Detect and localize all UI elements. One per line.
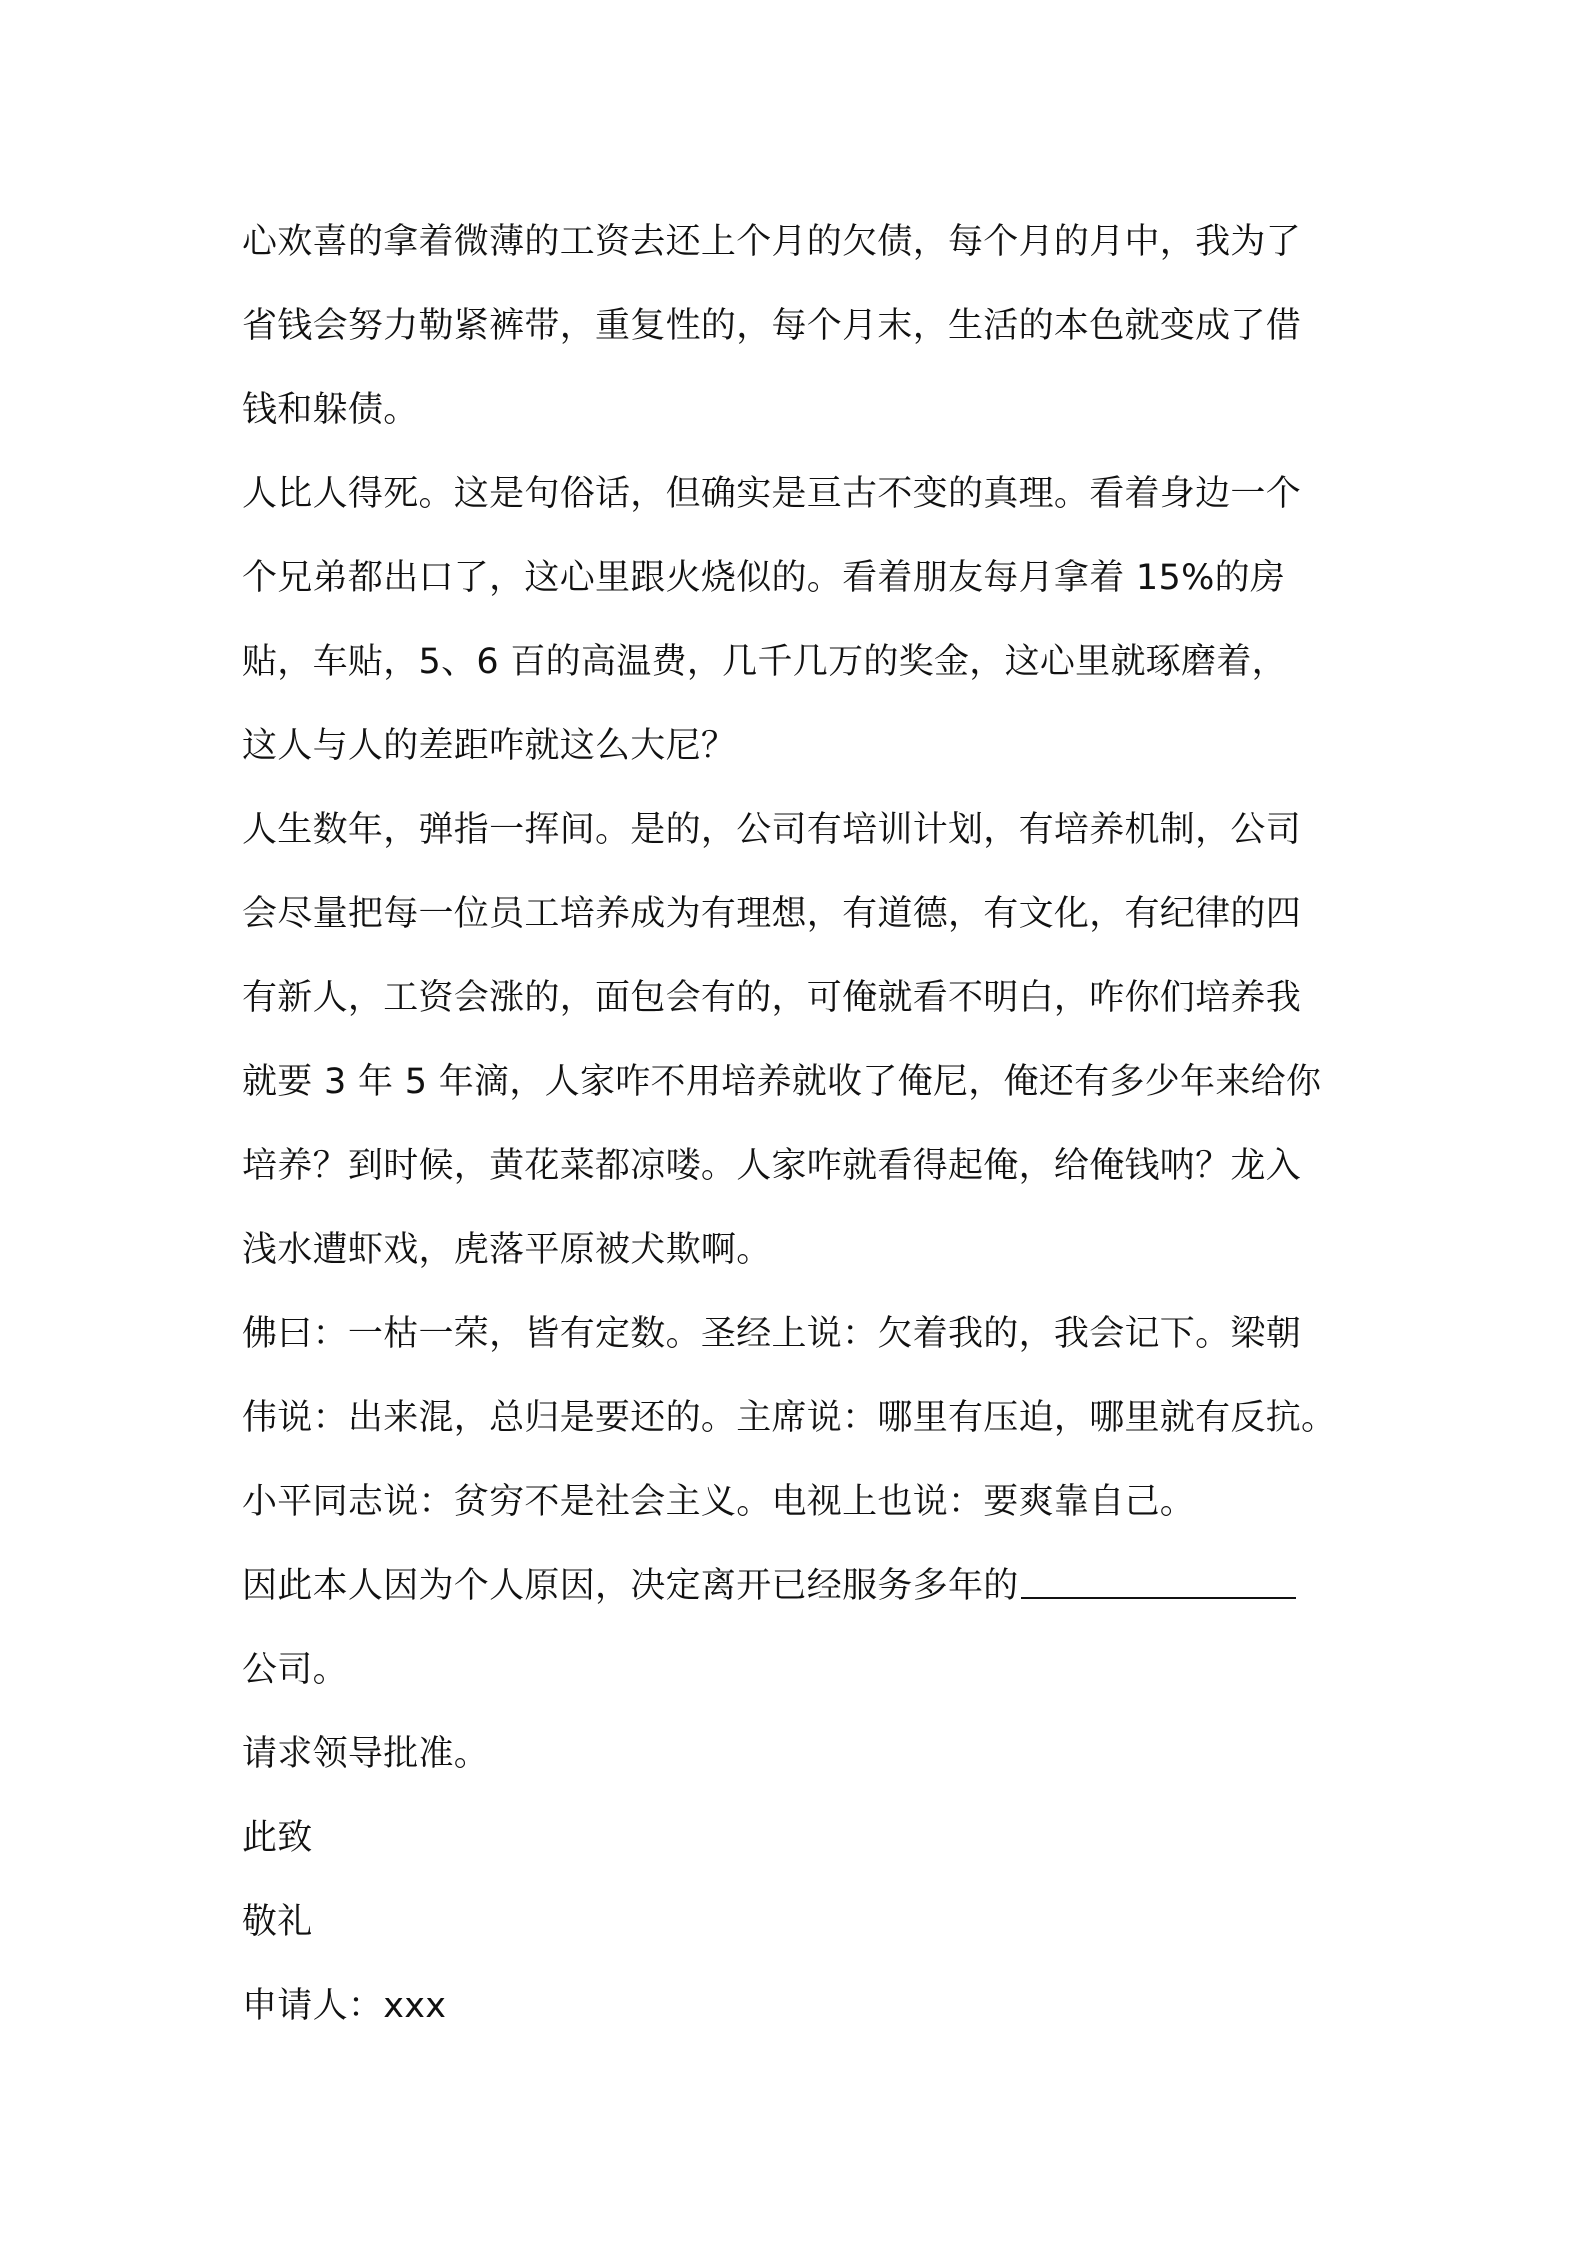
signature-block xyxy=(242,1964,1362,2048)
request-text: 请求领导批准。 xyxy=(242,1734,490,1774)
paragraph-training xyxy=(242,788,1362,1292)
applicant-signature: 申请人：xxx xyxy=(242,1986,447,2026)
text-line: 伟说：出来混，总归是要还的。主席说：哪里有压迫，哪里就有反抗。 xyxy=(242,1398,1337,1438)
text-line: 培养？到时候，黄花菜都凉喽。人家咋就看得起俺，给俺钱呐？龙入 xyxy=(242,1146,1302,1186)
text-line: 就要 3 年 5 年滴，人家咋不用培养就收了俺尼，俺还有多少年来给你 xyxy=(242,1062,1322,1102)
text-line: 心欢喜的拿着微薄的工资去还上个月的欠债，每个月的月中，我为了 xyxy=(242,222,1302,262)
text-line: 公司。 xyxy=(242,1650,348,1690)
text-line: 会尽量把每一位员工培养成为有理想，有道德，有文化，有纪律的四 xyxy=(242,894,1302,934)
text-line: 个兄弟都出口了，这心里跟火烧似的。看着朋友每月拿着 15%的房 xyxy=(242,558,1286,598)
company-name-blank xyxy=(1021,1567,1296,1599)
decision-line xyxy=(242,1544,1362,1628)
decision-text: 因此本人因为个人原因，决定离开已经服务多年的 xyxy=(242,1566,1019,1606)
paragraph-debt xyxy=(242,200,1362,452)
text-line: 浅水遭虾戏，虎落平原被犬欺啊。 xyxy=(242,1230,772,1270)
text-line: 有新人，工资会涨的，面包会有的，可俺就看不明白，咋你们培养我 xyxy=(242,978,1302,1018)
text-line: 佛曰：一枯一荣，皆有定数。圣经上说：欠着我的，我会记下。梁朝 xyxy=(242,1314,1302,1354)
paragraph-comparison xyxy=(242,452,1362,788)
text-line: 人比人得死。这是句俗话，但确实是亘古不变的真理。看着身边一个 xyxy=(242,474,1302,514)
text-line: 省钱会努力勒紧裤带，重复性的，每个月末，生活的本色就变成了借 xyxy=(242,306,1302,346)
paragraph-request xyxy=(242,1712,1362,1796)
text-line: 钱和躲债。 xyxy=(242,390,419,430)
text-line: 小平同志说：贫穷不是社会主义。电视上也说：要爽靠自己。 xyxy=(242,1482,1196,1522)
letter-body xyxy=(242,200,1362,2048)
paragraph-quotes xyxy=(242,1292,1362,1544)
closing-line-1: 此致 xyxy=(242,1818,313,1858)
text-line: 人生数年，弹指一挥间。是的，公司有培训计划，有培养机制，公司 xyxy=(242,810,1302,850)
closing-salutation xyxy=(242,1796,1362,1964)
text-line: 这人与人的差距咋就这么大尼？ xyxy=(242,726,737,766)
closing-line-2: 敬礼 xyxy=(242,1902,313,1942)
text-line: 贴，车贴，5、6 百的高温费，几千几万的奖金，这心里就琢磨着， xyxy=(242,642,1287,682)
paragraph-decision xyxy=(242,1544,1362,1712)
